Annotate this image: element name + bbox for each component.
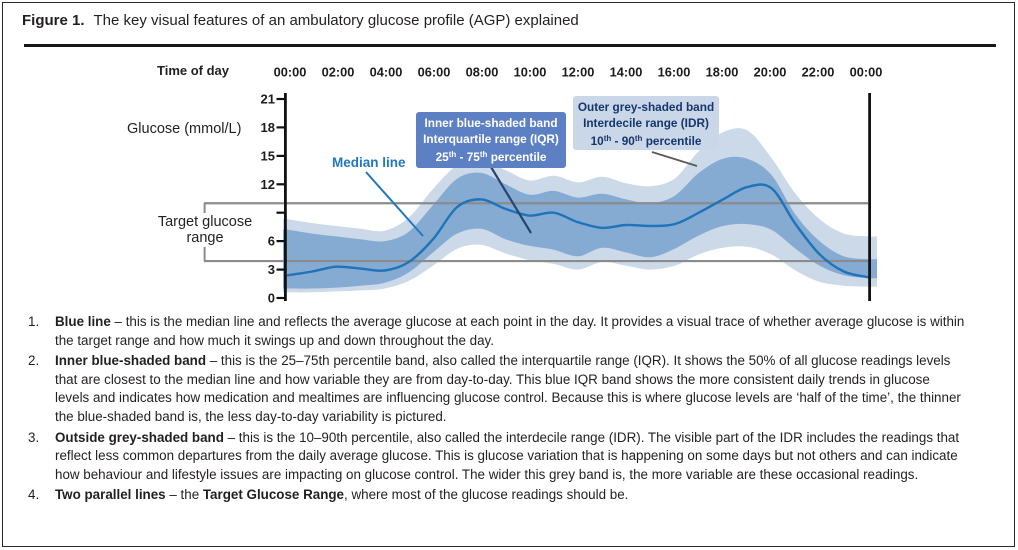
idr-annotation-line2: Interdecile range (IDR) <box>583 115 709 130</box>
idr-box-pointer <box>652 152 697 166</box>
y-tick-label: 15 <box>260 148 275 164</box>
median-line-label: Median line <box>332 155 406 170</box>
x-tick-label: 16:00 <box>657 64 691 80</box>
x-tick-label: 22:00 <box>801 64 835 80</box>
note-lead: Two parallel lines <box>55 487 166 503</box>
y-tick-label: 0 <box>267 290 275 306</box>
note-lead: Inner blue-shaded band <box>55 353 207 369</box>
note-item-1 <box>28 313 966 350</box>
y-tick-label: 18 <box>260 120 275 135</box>
iqr-annotation-line1: Inner blue-shaded band <box>424 116 558 130</box>
target-range-label-line2: range <box>186 230 224 246</box>
x-tick-label: 20:00 <box>753 64 787 80</box>
figure-number: Figure 1. <box>22 12 85 29</box>
note-text <box>55 313 966 350</box>
note-text <box>55 429 966 485</box>
note-lead: Outside grey-shaded band <box>55 429 224 445</box>
idr-annotation-line1: Outer grey-shaded band <box>577 100 715 114</box>
y-tick-label: 12 <box>260 176 275 192</box>
note-item-2 <box>28 352 966 426</box>
y-tick-label: 21 <box>260 91 275 107</box>
note-item-3 <box>28 429 966 485</box>
iqr-annotation-line3: 25th - 75th percentile <box>435 150 547 165</box>
note-bold2: Target Glucose Range <box>202 487 345 503</box>
note-rest: , where most of the glucose readings should be. <box>344 487 629 503</box>
x-tick-label: 00:00 <box>849 64 883 80</box>
x-tick-label: 04:00 <box>369 64 403 80</box>
target-range-label-line1: Target glucose <box>157 214 253 230</box>
note-number: 2. <box>28 353 40 369</box>
note-number: 1. <box>28 314 40 329</box>
x-axis-title: Time of day <box>157 63 230 78</box>
note-number: 4. <box>28 487 40 503</box>
figure-title: The key visual features of an ambulatory glucose profile (AGP) explained <box>93 12 579 29</box>
x-tick-label: 08:00 <box>465 64 499 80</box>
note-text: Two parallel lines – the Target Glucose Range, where most of the glucose readings should be. <box>55 487 629 503</box>
x-tick-label: 10:00 <box>513 64 547 80</box>
iqr-annotation-line2: Interquartile range (IQR) <box>423 131 559 146</box>
idr-annotation-line3: 10th - 90th percentile <box>590 134 702 149</box>
iqr-annotation-box <box>416 112 566 168</box>
x-tick-label: 14:00 <box>609 64 643 80</box>
x-tick-label: 00:00 <box>273 64 307 80</box>
note-item-4 <box>28 486 966 505</box>
note-text <box>55 352 966 426</box>
y-tick-label: 3 <box>267 262 275 278</box>
notes-list <box>28 313 966 507</box>
idr-annotation-box <box>573 96 719 150</box>
note-rest: – this is the 25–75th percentile band, also called the interquartile range (IQR). It shows the 50% of all glucose readings levels that are closest to the median line and how variable they are from day-to-day. This blue IQR band shows the more consistent daily trends in glucose levels and indicates how medication and mealtimes are influencing glucose control. Because this is where glucose levels are ‘half of the time’, the thinner the blue-shaded band is, the less day-to-day variability is pictured. <box>55 353 961 424</box>
y-tick-label: 6 <box>267 233 275 249</box>
note-rest: – this is the 10–90th percentile, also called the interdecile range (IDR). The visible part of the IDR includes the readings that reflect less common departures from the daily average glucose. This is glucose variation that is happening on some days but not others and can indicate how behaviour and lifestyle issues are impacting on glucose control. The wider this grey band is, the more variable are these occasional readings. <box>55 429 960 482</box>
x-tick-label: 12:00 <box>561 64 595 80</box>
x-tick-label: 18:00 <box>705 64 739 80</box>
note-number: 3. <box>28 429 40 445</box>
y-axis-title: Glucose (mmol/L) <box>127 121 242 137</box>
note-rest: – this is the median line and reflects the average glucose at each point in the day. It provides a visual trace of whether average glucose is within the target range and how much it swings up and down throughout the day. <box>55 314 965 348</box>
note-lead: Blue line <box>55 314 111 329</box>
x-tick-label: 06:00 <box>417 64 451 80</box>
target-range-label <box>144 213 266 247</box>
x-tick-label: 02:00 <box>321 64 355 80</box>
